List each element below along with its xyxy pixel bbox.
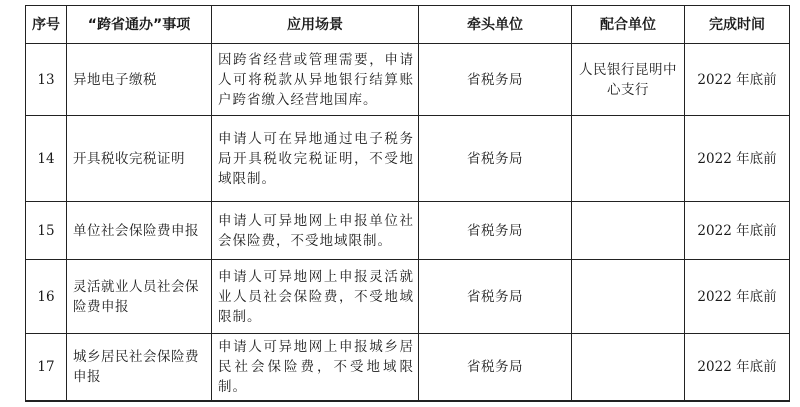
row-scene: 申请人可异地网上申报单位社会保险费，不受地域限制。	[212, 202, 419, 260]
row-deadline: 2022 年底前	[685, 44, 790, 116]
row-lead-unit: 省税务局	[419, 334, 572, 401]
row-scene: 申请人可在异地通过电子税务局开具税收完税证明，不受地域限制。	[212, 116, 419, 202]
header-item: “跨省通办”事项	[67, 6, 212, 44]
row-item: 异地电子缴税	[67, 44, 212, 116]
row-coop-unit	[572, 260, 685, 334]
row-seq: 15	[26, 202, 67, 260]
row-item: 开具税收完税证明	[67, 116, 212, 202]
row-item: 单位社会保险费申报	[67, 202, 212, 260]
table-row	[26, 116, 790, 202]
table-row	[26, 334, 790, 401]
table-row	[26, 260, 790, 334]
row-item: 灵活就业人员社会保险费申报	[67, 260, 212, 334]
row-coop-unit	[572, 202, 685, 260]
header-seq: 序号	[26, 6, 67, 44]
row-lead-unit: 省税务局	[419, 116, 572, 202]
header-deadline: 完成时间	[685, 6, 790, 44]
row-lead-unit: 省税务局	[419, 260, 572, 334]
table-header-row	[26, 6, 790, 44]
services-table	[25, 5, 790, 402]
row-seq: 16	[26, 260, 67, 334]
row-scene: 申请人可异地网上申报灵活就业人员社会保险费，不受地域限制。	[212, 260, 419, 334]
row-deadline: 2022 年底前	[685, 116, 790, 202]
row-item: 城乡居民社会保险费申报	[67, 334, 212, 401]
row-deadline: 2022 年底前	[685, 260, 790, 334]
table-row	[26, 44, 790, 116]
row-deadline: 2022 年底前	[685, 202, 790, 260]
table-row	[26, 202, 790, 260]
header-lead-unit: 牵头单位	[419, 6, 572, 44]
row-seq: 13	[26, 44, 67, 116]
header-scene: 应用场景	[212, 6, 419, 44]
row-scene: 因跨省经营或管理需要，申请人可将税款从异地银行结算账户跨省缴入经营地国库。	[212, 44, 419, 116]
row-deadline: 2022 年底前	[685, 334, 790, 401]
row-coop-unit	[572, 116, 685, 202]
row-coop-unit	[572, 334, 685, 401]
row-lead-unit: 省税务局	[419, 202, 572, 260]
row-seq: 17	[26, 334, 67, 401]
row-seq: 14	[26, 116, 67, 202]
row-scene: 申请人可异地网上申报城乡居民社会保险费，不受地域限制。	[212, 334, 419, 401]
row-lead-unit: 省税务局	[419, 44, 572, 116]
row-coop-unit: 人民银行昆明中心支行	[572, 44, 685, 116]
header-coop-unit: 配合单位	[572, 6, 685, 44]
